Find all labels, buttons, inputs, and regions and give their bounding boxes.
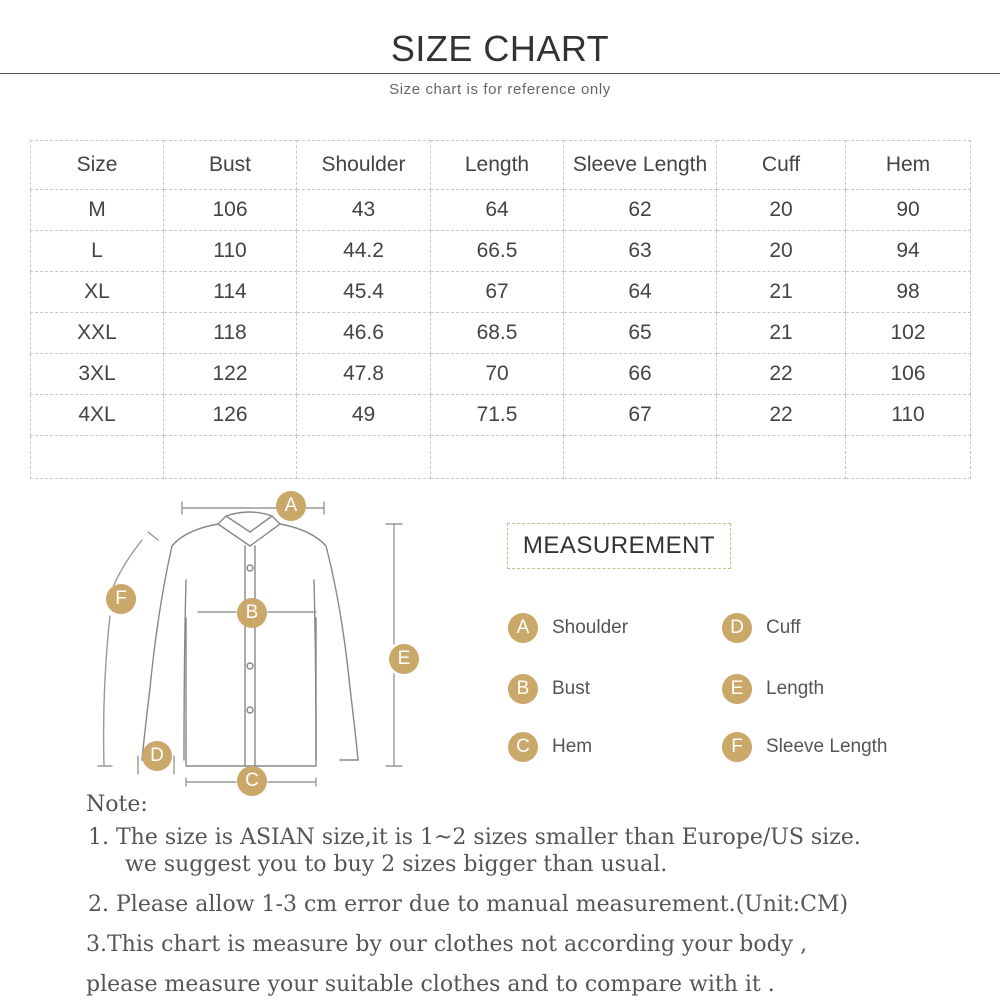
- table-cell: 67: [431, 272, 564, 313]
- table-cell: [297, 436, 431, 479]
- table-header-row: [31, 141, 971, 190]
- table-cell: 110: [164, 231, 297, 272]
- table-cell: 64: [564, 272, 717, 313]
- legend-label: Hem: [552, 736, 593, 757]
- column-header: Hem: [846, 141, 971, 190]
- page-title: SIZE CHART: [390, 28, 610, 69]
- table-cell: 71.5: [431, 395, 564, 436]
- table-cell: 43: [297, 190, 431, 231]
- column-header: Shoulder: [297, 141, 431, 190]
- table-cell: 118: [164, 313, 297, 354]
- page-subtitle: Size chart is for reference only: [389, 81, 611, 98]
- legend-label: Cuff: [766, 617, 801, 638]
- column-header: Bust: [164, 141, 297, 190]
- table-cell: 66: [564, 354, 717, 395]
- table-cell: [164, 436, 297, 479]
- note-line-1: 1. The size is ASIAN size,it is 1~2 sizes smaller than Europe/US size.: [88, 825, 861, 850]
- table-cell: [846, 436, 971, 479]
- legend-badge: A: [508, 613, 538, 643]
- column-header: Length: [431, 141, 564, 190]
- legend-badge: E: [722, 674, 752, 704]
- table-cell: [31, 436, 164, 479]
- table-cell: 22: [717, 395, 846, 436]
- size-table: [30, 140, 971, 479]
- table-cell: 4XL: [31, 395, 164, 436]
- table-cell: 70: [431, 354, 564, 395]
- notes-heading: Note:: [86, 792, 148, 817]
- legend-label: Length: [766, 678, 825, 699]
- column-header: Cuff: [717, 141, 846, 190]
- table-cell: 68.5: [431, 313, 564, 354]
- table-cell: 62: [564, 190, 717, 231]
- note-line-3-continued: please measure your suitable clothes and to compare with it .: [86, 972, 775, 997]
- table-row-empty: [31, 436, 971, 479]
- column-header: Sleeve Length: [564, 141, 717, 190]
- shirt-diagram: [90, 488, 430, 800]
- table-cell: 65: [564, 313, 717, 354]
- table-cell: 63: [564, 231, 717, 272]
- table-cell: 122: [164, 354, 297, 395]
- table-cell: [717, 436, 846, 479]
- table-cell: 114: [164, 272, 297, 313]
- table-row: [31, 231, 971, 272]
- table-cell: 22: [717, 354, 846, 395]
- table-row: [31, 190, 971, 231]
- table-cell: 94: [846, 231, 971, 272]
- table-cell: 67: [564, 395, 717, 436]
- table-cell: 20: [717, 231, 846, 272]
- note-line-3: 3.This chart is measure by our clothes not according your body ,: [86, 932, 808, 957]
- table-row: [31, 272, 971, 313]
- table-cell: 49: [297, 395, 431, 436]
- table-cell: 126: [164, 395, 297, 436]
- table-cell: 102: [846, 313, 971, 354]
- legend-badge: B: [508, 674, 538, 704]
- marker-e-badge: E: [389, 644, 419, 674]
- column-header: Size: [31, 141, 164, 190]
- table-cell: XXL: [31, 313, 164, 354]
- table-cell: L: [31, 231, 164, 272]
- measurement-heading-box: [507, 523, 731, 569]
- table-cell: 66.5: [431, 231, 564, 272]
- table-cell: 46.6: [297, 313, 431, 354]
- marker-d-badge: D: [142, 741, 172, 771]
- table-cell: 45.4: [297, 272, 431, 313]
- legend-label: Shoulder: [552, 617, 629, 638]
- table-cell: 90: [846, 190, 971, 231]
- table-cell: 47.8: [297, 354, 431, 395]
- marker-c-badge: C: [237, 766, 267, 796]
- table-cell: [564, 436, 717, 479]
- table-cell: [431, 436, 564, 479]
- table-cell: M: [31, 190, 164, 231]
- marker-a-badge: A: [276, 491, 306, 521]
- measurement-heading: MEASUREMENT: [522, 532, 716, 559]
- shirt-outline-illustration: [90, 488, 430, 800]
- legend-badge: C: [508, 732, 538, 762]
- table-cell: 21: [717, 313, 846, 354]
- table-cell: 64: [431, 190, 564, 231]
- table-cell: 3XL: [31, 354, 164, 395]
- legend-badge: F: [722, 732, 752, 762]
- table-cell: XL: [31, 272, 164, 313]
- table-cell: 20: [717, 190, 846, 231]
- note-line-2: 2. Please allow 1-3 cm error due to manual measurement.(Unit:CM): [88, 892, 849, 917]
- legend-badge: D: [722, 613, 752, 643]
- table-row: [31, 395, 971, 436]
- table-row: [31, 354, 971, 395]
- table-cell: 98: [846, 272, 971, 313]
- table-cell: 106: [846, 354, 971, 395]
- title-divider: [0, 73, 1000, 74]
- legend-label: Bust: [552, 678, 591, 699]
- marker-f-badge: F: [106, 584, 136, 614]
- marker-b-badge: B: [237, 598, 267, 628]
- table-cell: 44.2: [297, 231, 431, 272]
- table-cell: 21: [717, 272, 846, 313]
- table-cell: 110: [846, 395, 971, 436]
- note-line-1-continued: we suggest you to buy 2 sizes bigger than usual.: [125, 852, 668, 877]
- table-row: [31, 313, 971, 354]
- legend-label: Sleeve Length: [766, 736, 888, 757]
- table-cell: 106: [164, 190, 297, 231]
